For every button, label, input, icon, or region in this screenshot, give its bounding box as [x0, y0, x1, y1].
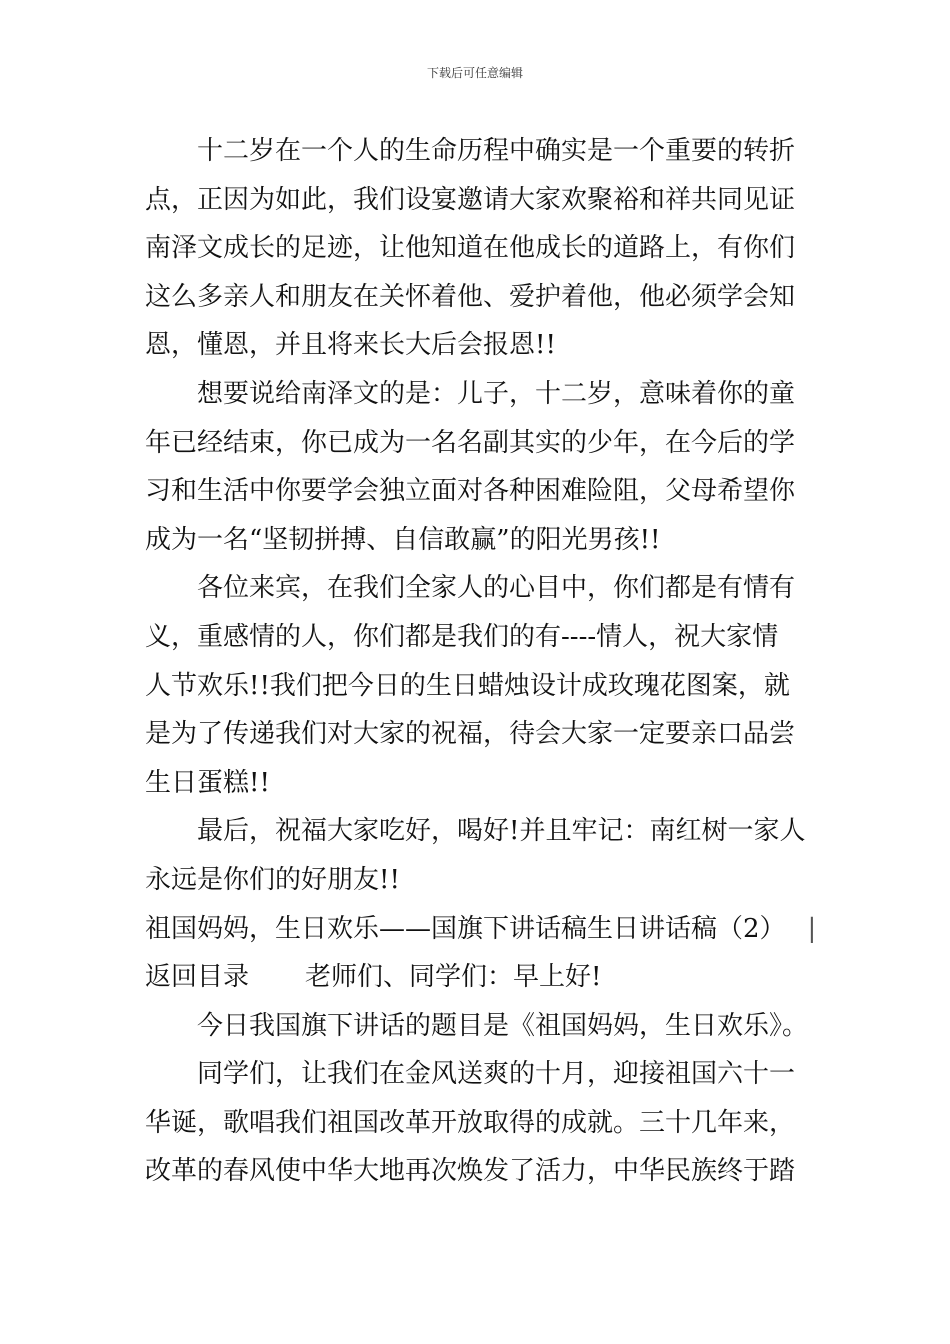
- text-line: 今日我国旗下讲话的题目是《祖国妈妈，生日欢乐》。: [197, 1010, 809, 1041]
- paragraph: [145, 807, 807, 904]
- text-line: 这么多亲人和朋友在关怀着他、爱护着他，他必须学会知: [145, 281, 796, 312]
- paragraph: [145, 370, 807, 564]
- text-line: 改革的春风使中华大地再次焕发了活力，中华民族终于踏: [145, 1156, 796, 1187]
- text-line: 想要说给南泽文的是：儿子，十二岁，意味着你的童: [197, 378, 796, 409]
- paragraph: [145, 1002, 807, 1051]
- text-line: 是为了传递我们对大家的祝福，待会大家一定要亲口品尝: [145, 719, 796, 750]
- text-line: 习和生活中你要学会独立面对各种困难险阻，父母希望你: [145, 476, 796, 507]
- text-line: 生日蛋糕!!: [145, 767, 270, 798]
- text-line: 义，重感情的人，你们都是我们的有----情人，祝大家情: [145, 621, 779, 652]
- page-header: 下载后可任意编辑: [426, 66, 523, 80]
- text-line: 年已经结束，你已成为一名名副其实的少年，在今后的学: [145, 427, 796, 458]
- text-line: 华诞，歌唱我们祖国改革开放取得的成就。三十几年来，: [145, 1107, 796, 1138]
- text-line: 十二岁在一个人的生命历程中确实是一个重要的转折: [197, 136, 796, 166]
- text-line: 点，正因为如此，我们设宴邀请大家欢聚裕和祥共同见证: [145, 184, 796, 215]
- back-to-toc-link[interactable]: 返回目录: [145, 962, 250, 993]
- text-line: 各位来宾，在我们全家人的心目中，你们都是有情有: [197, 573, 796, 604]
- text-line: 同学们，让我们在金风送爽的十月，迎接祖国六十一: [197, 1059, 796, 1090]
- text-line: 成为一名“坚韧拼搏、自信敢赢”的阳光男孩!!: [145, 524, 661, 555]
- back-link-line: [145, 953, 807, 1002]
- text-line: 南泽文成长的足迹，让他知道在他成长的道路上，有你们: [145, 233, 796, 264]
- section-title-line: [145, 905, 817, 954]
- paragraph: [145, 127, 807, 370]
- text-line: 人节欢乐!!我们把今日的生日蜡烛设计成玫瑰花图案，就: [145, 670, 790, 701]
- document-body: [145, 127, 817, 1196]
- paragraph: [145, 564, 807, 807]
- greeting-text: 老师们、同学们：早上好!: [305, 962, 602, 993]
- text-line: 恩，懂恩，并且将来长大后会报恩!!: [145, 330, 556, 361]
- section-title: 祖国妈妈，生日欢乐——国旗下讲话稿生日讲话稿（2）: [145, 913, 786, 944]
- text-line: 最后，祝福大家吃好，喝好!并且牢记：南红树一家人: [197, 816, 806, 847]
- text-line: 永远是你们的好朋友!!: [145, 864, 400, 895]
- paragraph: [145, 1050, 807, 1196]
- title-separator: |: [807, 913, 817, 944]
